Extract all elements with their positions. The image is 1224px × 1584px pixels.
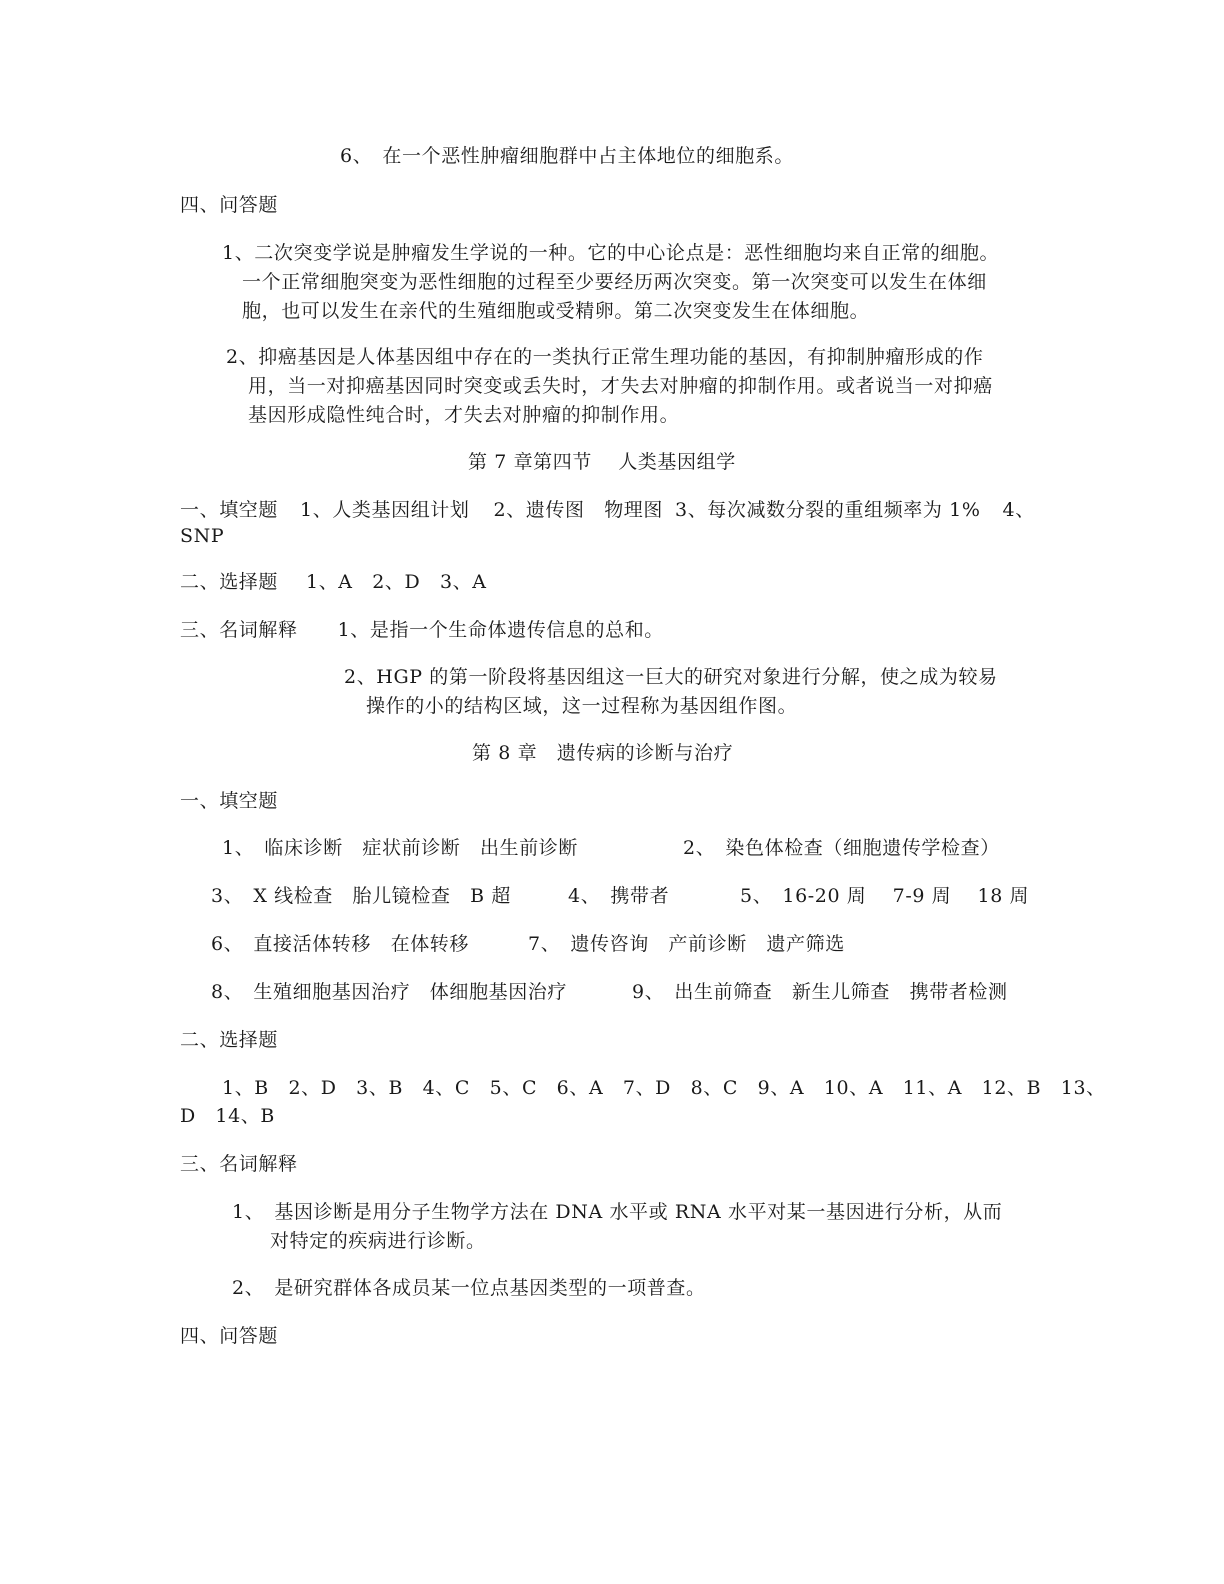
section-heading-qa-2: 四、问答题 bbox=[180, 1325, 279, 1347]
ch7-term-2-line-2: 操作的小的结构区域，这一过程称为基因组作图。 bbox=[366, 695, 798, 717]
ch7-choice-line bbox=[180, 573, 487, 592]
ch8-fill-5: 5、 16-20 周 7-9 周 18 周 bbox=[740, 885, 1030, 907]
ch7-terms-label: 三、名词解释 bbox=[180, 619, 298, 641]
ch8-fill-1: 1、 临床诊断 症状前诊断 出生前诊断 bbox=[222, 837, 578, 859]
ch7-fill-answer-3: 3、每次减数分裂的重组频率为 1% bbox=[675, 499, 981, 521]
ch8-fill-9: 9、 出生前筛查 新生儿筛查 携带者检测 bbox=[632, 981, 1008, 1003]
ch7-fill-answer-2: 2、遗传图 物理图 bbox=[493, 499, 664, 521]
ch8-terms-heading: 三、名词解释 bbox=[180, 1153, 298, 1175]
qa-answer-2-line-3: 基因形成隐性纯合时，才失去对肿瘤的抑制作用。 bbox=[248, 404, 680, 426]
qa-answer-2-line-1: 2、抑癌基因是人体基因组中存在的一类执行正常生理功能的基因，有抑制肿瘤形成的作 bbox=[226, 346, 984, 368]
ch7-term-2-line-1: 2、HGP 的第一阶段将基因组这一巨大的研究对象进行分解，使之成为较易 bbox=[344, 666, 998, 688]
ch7-choice-answers: 1、A 2、D 3、A bbox=[306, 571, 487, 593]
ch7-fill-line-1 bbox=[180, 501, 1035, 520]
ch7-fill-answer-4: 4、 bbox=[1002, 499, 1035, 521]
ch7-terms-line-1 bbox=[180, 621, 664, 640]
ch8-choice-heading: 二、选择题 bbox=[180, 1029, 279, 1051]
ch8-fill-8: 8、 生殖细胞基因治疗 体细胞基因治疗 bbox=[211, 981, 567, 1003]
ch8-term-1-line-2: 对特定的疾病进行诊断。 bbox=[270, 1230, 486, 1252]
ch7-choice-label: 二、选择题 bbox=[180, 571, 279, 593]
ch8-term-1-line-1: 1、 基因诊断是用分子生物学方法在 DNA 水平或 RNA 水平对某一基因进行分析，从而 bbox=[232, 1201, 1003, 1223]
ch8-fill-6: 6、 直接活体转移 在体转移 bbox=[211, 933, 469, 955]
ch7-term-1: 1、是指一个生命体遗传信息的总和。 bbox=[337, 619, 664, 641]
ch8-fill-2: 2、 染色体检查（细胞遗传学检查） bbox=[683, 837, 1000, 859]
ch8-fill-7: 7、 遗传咨询 产前诊断 遗产筛选 bbox=[528, 933, 845, 955]
ch8-fill-heading: 一、填空题 bbox=[180, 790, 279, 812]
ch7-fill-answer-1: 1、人类基因组计划 bbox=[300, 499, 470, 521]
ch8-choice-line-1: 1、B 2、D 3、B 4、C 5、C 6、A 7、D 8、C 9、A 10、A 11、A 12、B 13、 bbox=[222, 1077, 1106, 1099]
term-item-6: 6、 在一个恶性肿瘤细胞群中占主体地位的细胞系。 bbox=[340, 145, 794, 167]
ch7-fill-line-2: SNP bbox=[180, 525, 225, 547]
ch8-choice-line-2: D 14、B bbox=[180, 1105, 275, 1127]
ch8-term-2: 2、 是研究群体各成员某一位点基因类型的一项普查。 bbox=[232, 1277, 706, 1299]
section-heading-qa: 四、问答题 bbox=[180, 194, 279, 216]
qa-answer-1-line-2: 一个正常细胞突变为恶性细胞的过程至少要经历两次突变。第一次突变可以发生在体细 bbox=[242, 271, 987, 293]
chapter-7-section-title: 第 7 章第四节 人类基因组学 bbox=[468, 451, 736, 473]
ch8-fill-4: 4、 携带者 bbox=[568, 885, 670, 907]
ch8-fill-3: 3、 X 线检查 胎儿镜检查 B 超 bbox=[211, 885, 511, 907]
qa-answer-1-line-3: 胞，也可以发生在亲代的生殖细胞或受精卵。第二次突变发生在体细胞。 bbox=[242, 300, 870, 322]
qa-answer-1-line-1: 1、二次突变学说是肿瘤发生学说的一种。它的中心论点是：恶性细胞均来自正常的细胞。 bbox=[222, 242, 1000, 264]
qa-answer-2-line-2: 用，当一对抑癌基因同时突变或丢失时，才失去对肿瘤的抑制作用。或者说当一对抑癌 bbox=[248, 375, 993, 397]
chapter-8-title: 第 8 章 遗传病的诊断与治疗 bbox=[472, 742, 734, 764]
ch7-fill-label: 一、填空题 bbox=[180, 499, 279, 521]
